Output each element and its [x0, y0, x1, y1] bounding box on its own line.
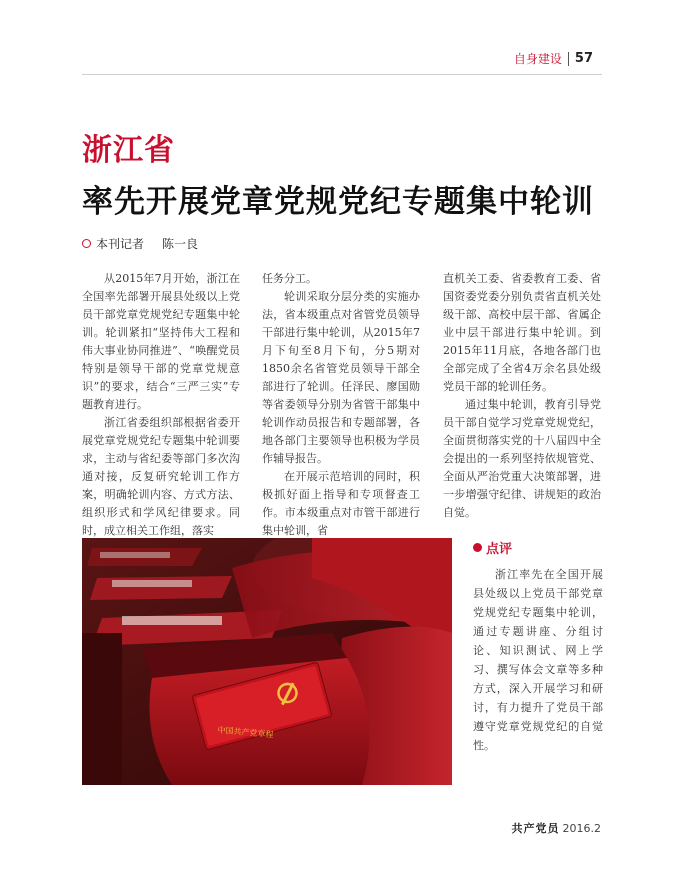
- byline-author: 陈一良: [162, 237, 199, 251]
- byline-role: 本刊记者: [96, 237, 145, 251]
- paragraph: 直机关工委、省委教育工委、省国资委党委分别负责省直机关处级干部、高校中层干部、省属企业中层干部进行集中轮训。到2015年11月底，各地各部门也全部完成了全省4万余名县处级党员干部的轮训任务。: [443, 272, 601, 393]
- text-column-2: [262, 270, 420, 540]
- section-name: 自身建设: [513, 52, 562, 66]
- byline-circle-icon: [82, 239, 91, 248]
- paragraph: 轮训采取分层分类的实施办法，省本级重点对省管党员领导干部进行集中轮训，从2015年7月下旬至8月下旬，分5期对1850余名省管党员领导干部全部进行了轮训。任泽民、廖国勋等省委领导分别为省管干部集中轮训作动员报告和专题部署，各地各部门主要领导也积极为学员作辅导报告。: [262, 290, 420, 465]
- paragraph: 浙江省委组织部根据省委开展党章党规党纪专题集中轮训要求，主动与省纪委等部门多次沟通对接，反复研究轮训工作方案，明确轮训内容、方式方法、组织形式和学风纪律要求。同时，成立相关工作组，落实: [82, 416, 240, 537]
- text-column-1: [82, 270, 240, 540]
- page-number: 57: [574, 51, 593, 66]
- text-column-3: [443, 270, 601, 522]
- commentary-text: 浙江率先在全国开展县处级以上党员干部党章党规党纪专题集中轮训，通过专题讲座、分组讨论、知识测试、网上学习、撰写体会文章等多种方式，深入开展学习和研讨，有力提升了党员干部遵守党章党规党纪的自觉性。: [473, 568, 603, 752]
- article-title: 率先开展党章党规党纪专题集中轮训: [82, 184, 594, 220]
- byline: [82, 235, 198, 252]
- paragraph: 通过集中轮训，教育引导党员干部自觉学习党章党规党纪，全面贯彻落实党的十八届四中全会提出的一系列坚持依规管党、全面从严治党重大决策部署，进一步增强守纪律、讲规矩的政治自觉。: [443, 398, 601, 519]
- paragraph: 任务分工。: [262, 272, 317, 285]
- photo-illustration: [82, 538, 452, 785]
- page-footer: [512, 820, 602, 836]
- commentary-heading: [473, 538, 603, 557]
- booklet-title: 中国共产党章程: [217, 725, 274, 740]
- commentary-box: [473, 538, 603, 755]
- commentary-label: 点评: [486, 542, 513, 557]
- bullet-dot-icon: [473, 543, 482, 552]
- running-header: [514, 50, 593, 67]
- header-rule: [82, 74, 602, 75]
- article-kicker: 浙江省: [82, 133, 175, 168]
- auditorium-seats-photo: [82, 538, 452, 785]
- header-divider: [568, 52, 569, 66]
- issue-number: 2016.2: [562, 822, 601, 835]
- magazine-name: 共产党员: [511, 822, 560, 835]
- paragraph: 从2015年7月开始，浙江在全国率先部署开展县处级以上党员干部党章党规党纪专题集中轮训。轮训紧扣“坚持伟大工程和伟大事业协同推进”、“唤醒党员特别是领导干部的党章党规意识”的要求，结合“三严三实”专题教育进行。: [82, 272, 240, 411]
- paragraph: 在开展示范培训的同时，积极抓好面上指导和专项督查工作。市本级重点对市管干部进行集中轮训，省: [262, 470, 420, 537]
